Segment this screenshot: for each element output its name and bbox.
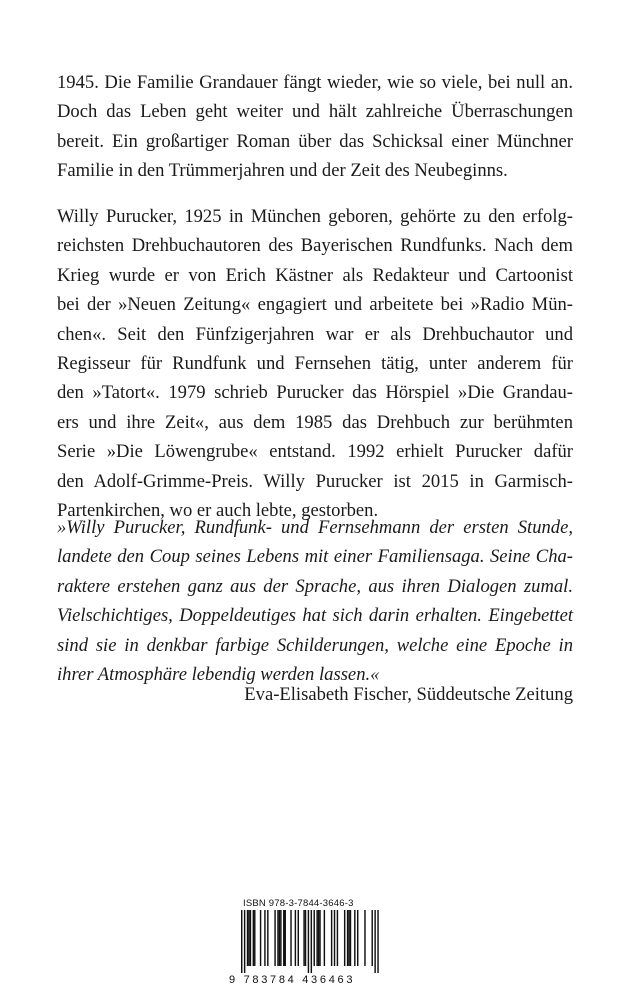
barcode-bar	[337, 910, 338, 966]
barcode-bar	[344, 910, 345, 966]
barcode-bar	[285, 910, 286, 966]
barcode-bar	[311, 910, 312, 973]
barcode-bar	[244, 910, 245, 973]
bio-line: den »Tatort«. 1979 schrieb Purucker das Hörspiel »Die Grandau-	[57, 382, 573, 404]
bio-line: bei der »Neuen Zeitung« engagiert und arbeitete bei »Radio Mün-	[57, 294, 573, 316]
bio-line: den Adolf-Grimme-Preis. Willy Purucker ist 2015 in Garmisch-	[57, 470, 573, 492]
quote-line: Vielschichtiges, Doppeldeutiges hat sich darin erhalten. Eingebettet	[57, 605, 573, 627]
synopsis-line: Familie in den Trümmerjahren und der Zeit des Neubeginns.	[57, 160, 508, 182]
barcode-bar	[357, 910, 358, 966]
barcode-bar	[254, 910, 255, 966]
quote-line: landete den Coup seines Lebens mit einer Familiensaga. Seine Cha-	[57, 546, 573, 568]
synopsis-line: Doch das Leben geht weiter und hält zahlreiche Überraschungen	[57, 101, 573, 123]
barcode-bar	[364, 910, 365, 966]
barcode-bar	[316, 910, 317, 966]
barcode-bar	[318, 910, 319, 966]
quote-line: raktere erstehen ganz aus der Sprache, aus ihren Dialogen zumal.	[57, 575, 573, 597]
barcode-bar	[348, 910, 349, 966]
barcode-bar	[377, 910, 378, 973]
barcode-bar	[250, 910, 251, 966]
barcode-bar	[347, 910, 348, 966]
quote-line: ihrer Atmosphäre lebendig werden lassen.«	[57, 664, 380, 686]
synopsis-line: 1945. Die Familie Grandauer fängt wieder, wie so viele, bei null an.	[57, 72, 573, 93]
barcode-bar	[372, 910, 373, 966]
synopsis-line: bereit. Ein großartiger Roman über das Schicksal einer Münchner	[57, 130, 573, 152]
barcode-digits: 9 783784 436463	[229, 974, 356, 986]
barcode-bar	[319, 910, 320, 966]
barcode-bars	[229, 910, 387, 974]
barcode-bar	[283, 910, 284, 966]
bio-line: Regisseur für Rundfunk und Fernsehen tätig, unter anderem für	[57, 353, 573, 375]
barcode-bar	[314, 910, 315, 966]
barcode-bar	[295, 910, 296, 966]
barcode-bar	[350, 910, 351, 966]
bio-line: reichsten Drehbuchautoren des Bayerischen Rundfunks. Nach dem	[57, 235, 573, 257]
quote-attribution: Eva-Elisabeth Fischer, Süddeutsche Zeitung	[244, 684, 573, 705]
barcode-bar	[334, 910, 335, 966]
barcode-bar	[279, 910, 280, 966]
barcode-bar	[260, 910, 261, 966]
barcode-bar	[241, 910, 242, 973]
barcode-bar	[274, 910, 275, 966]
barcode-bar	[324, 910, 325, 966]
barcode-bar	[298, 910, 299, 966]
barcode-bar	[308, 910, 309, 973]
bio-line: Partenkirchen, wo er auch lebte, gestorben.	[57, 500, 379, 522]
barcode-bar	[253, 910, 254, 966]
barcode-bar	[277, 910, 278, 966]
quote-line: sind sie in denkbar farbige Schilderungen, welche eine Epoche in	[57, 634, 573, 656]
bio-line: chen«. Seit den Fünfzigerjahren war er als Drehbuchautor und	[57, 323, 573, 345]
barcode-bar	[303, 910, 304, 966]
barcode-bar	[267, 910, 268, 966]
barcode-bar	[248, 910, 249, 966]
barcode-bar	[354, 910, 355, 966]
barcode-bar	[247, 910, 248, 966]
bio-line: Krieg wurde er von Erich Kästner als Redakteur und Cartoonist	[57, 264, 573, 286]
author-bio-paragraph	[57, 202, 573, 525]
bio-line: Serie »Die Löwengrube« entstand. 1992 erhielt Purucker dafür	[57, 441, 573, 463]
synopsis-paragraph	[57, 68, 573, 186]
barcode-bar	[290, 910, 291, 966]
bio-line: Willy Purucker, 1925 in München geboren, gehörte zu den erfolg-	[57, 206, 573, 227]
isbn-label: ISBN 978-3-7844-3646-3	[243, 898, 354, 909]
barcode-bar	[374, 910, 375, 973]
barcode-bar	[264, 910, 265, 966]
bio-line: ers und ihre Zeit«, aus dem 1985 das Drehbuch zur berühmten	[57, 411, 573, 433]
barcode-bar	[305, 910, 306, 966]
quote-line: »Willy Purucker, Rundfunk- und Fernsehmann der ersten Stunde,	[57, 517, 573, 538]
review-quote	[57, 513, 573, 689]
barcode-bar	[331, 910, 332, 966]
barcode-bar	[280, 910, 281, 966]
